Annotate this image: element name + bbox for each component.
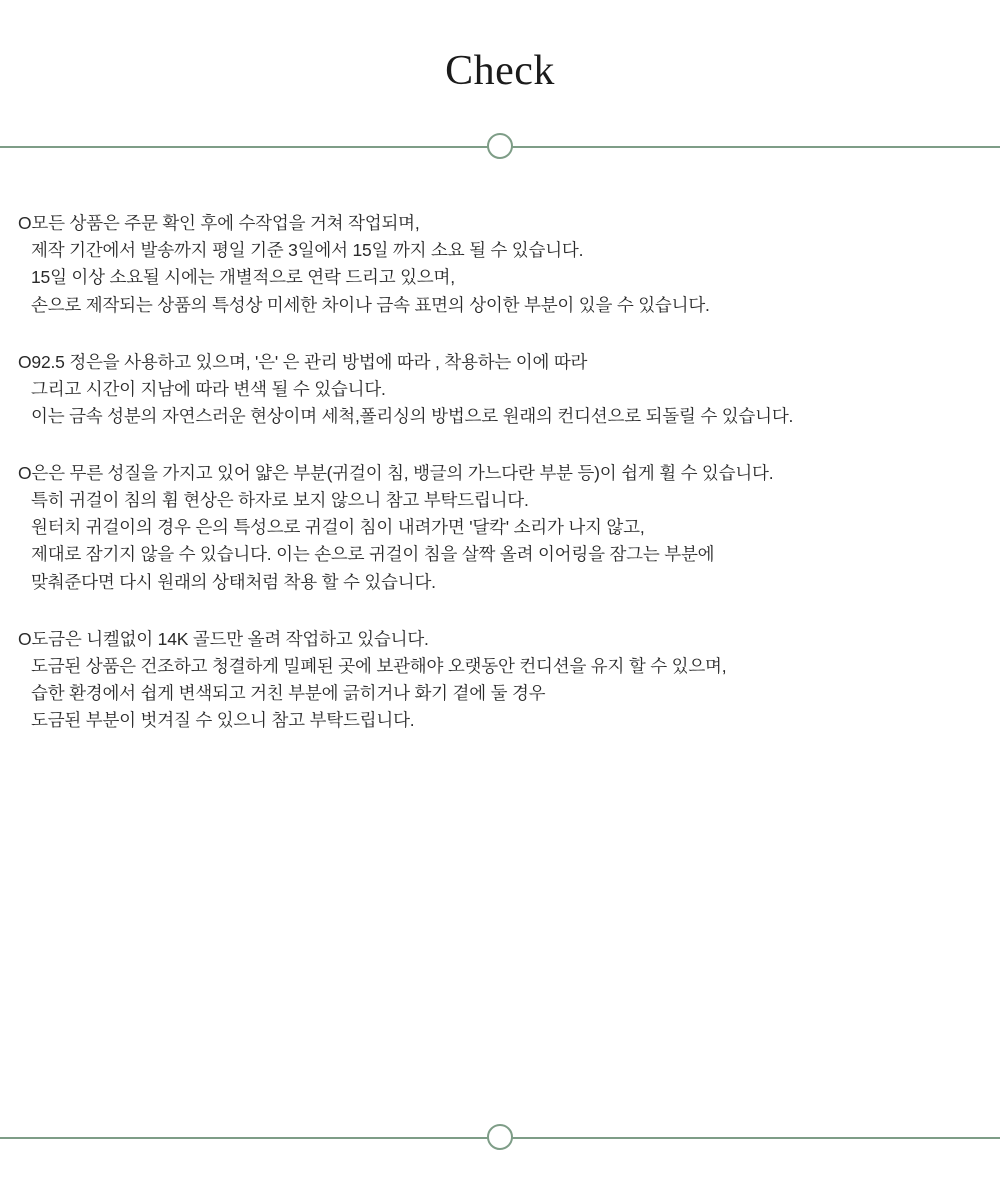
notice-block-production — [18, 210, 982, 319]
notice-line: O도금은 니켈없이 14K 골드만 올려 작업하고 있습니다. — [18, 628, 429, 649]
footer-ornament — [0, 1117, 1000, 1157]
notice-line: 제대로 잠기지 않을 수 있습니다. 이는 손으로 귀걸이 침을 살짝 올려 이어링을 잠그는 부분에 — [31, 544, 715, 565]
notice-line: O은은 무른 성질을 가지고 있어 얇은 부분(귀걸이 침, 뱅글의 가느다란 부분 등)이 쉽게 휠 수 있습니다. — [18, 463, 774, 484]
notice-block-plating — [18, 626, 982, 735]
notice-line: 습한 환경에서 쉽게 변색되고 거친 부분에 긁히거나 화기 곁에 둘 경우 — [31, 682, 546, 703]
notice-line: 15일 이상 소요될 시에는 개별적으로 연락 드리고 있으며, — [31, 267, 455, 288]
notice-content — [0, 166, 1000, 734]
notice-line: 특히 귀걸이 침의 휨 현상은 하자로 보지 않으니 참고 부탁드립니다. — [31, 490, 529, 511]
notice-block-silver — [18, 349, 982, 430]
notice-line: 그리고 시간이 지남에 따라 변색 될 수 있습니다. — [31, 378, 386, 399]
notice-line: 제작 기간에서 발송까지 평일 기준 3일에서 15일 까지 소요 될 수 있습니다. — [31, 240, 584, 261]
notice-line: 원터치 귀걸이의 경우 은의 특성으로 귀걸이 침이 내려가면 '달칵' 소리가 나지 않고, — [31, 517, 645, 538]
divider-top — [0, 126, 1000, 166]
notice-line: 도금된 부분이 벗겨질 수 있으니 참고 부탁드립니다. — [31, 710, 415, 731]
notice-line: 이는 금속 성분의 자연스러운 현상이며 세척,폴리싱의 방법으로 원래의 컨디션으로 되돌릴 수 있습니다. — [31, 405, 794, 426]
notice-line: O92.5 정은을 사용하고 있으며, '은' 은 관리 방법에 따라 , 착용하는 이에 따라 — [18, 351, 588, 372]
divider-bottom — [0, 1117, 1000, 1157]
page-title: Check — [445, 48, 555, 94]
notice-line: 맞춰준다면 다시 원래의 상태처럼 착용 할 수 있습니다. — [31, 571, 436, 592]
notice-line: O모든 상품은 주문 확인 후에 수작업을 거쳐 작업되며, — [18, 213, 420, 234]
notice-line: 도금된 상품은 건조하고 청결하게 밀폐된 곳에 보관해야 오랫동안 컨디션을 유지 할 수 있으며, — [31, 655, 727, 676]
circle-ornament-icon — [487, 1124, 513, 1150]
notice-line: 손으로 제작되는 상품의 특성상 미세한 차이나 금속 표면의 상이한 부분이 있을 수 있습니다. — [31, 294, 710, 315]
circle-ornament-icon — [487, 133, 513, 159]
notice-block-softness — [18, 460, 982, 596]
